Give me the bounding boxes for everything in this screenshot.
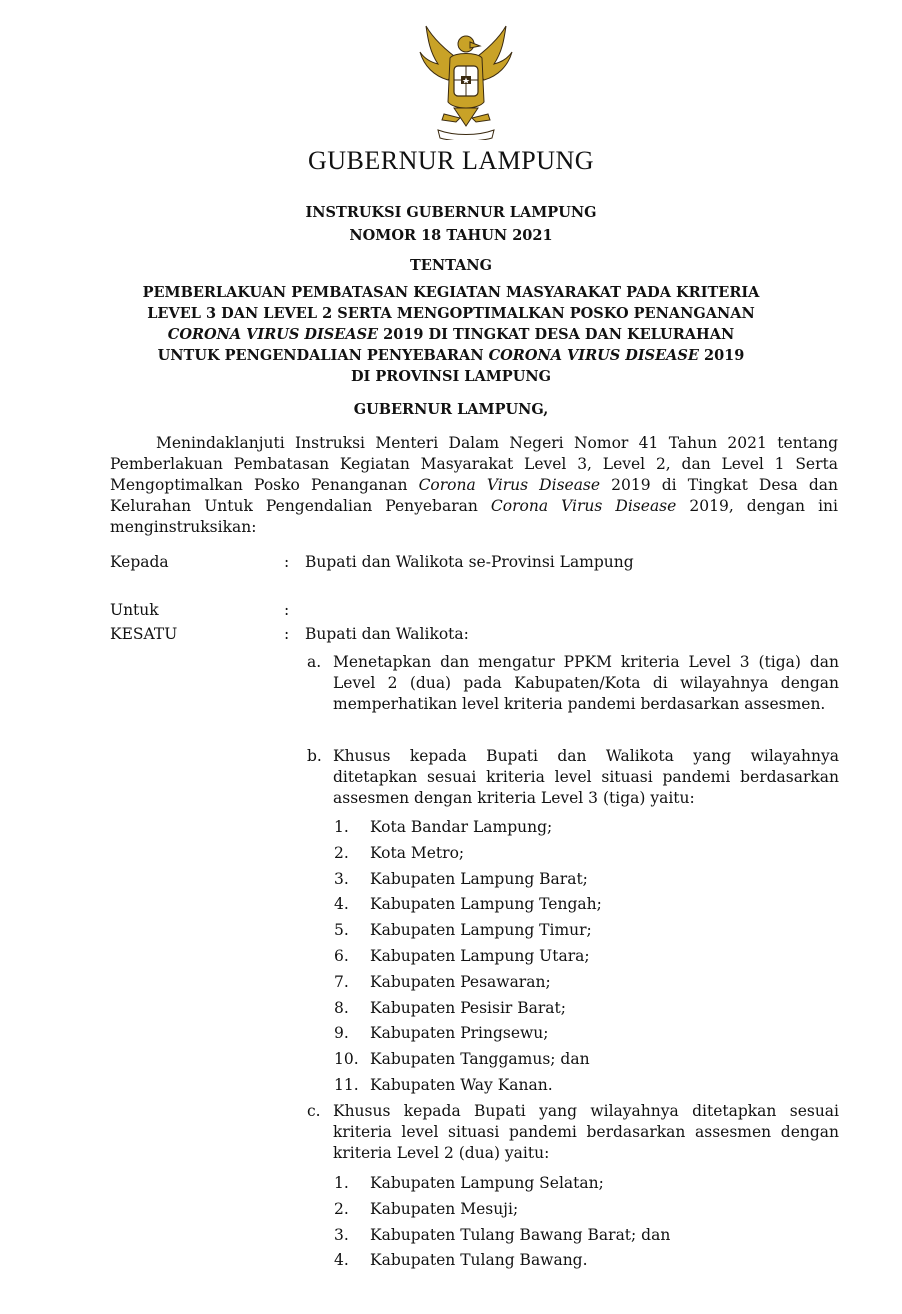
- preamble-run: Menindaklanjuti Instruksi Menteri Dalam Negeri Nomor 41 Tahun 2021 tentang Pemberlakuan Pembatasan Kegiatan Masyarakat Level 3, Level 2, dan Level 1 Serta Mengoptimalkan Posko Penanganan: [110, 434, 838, 494]
- level3-item-number: 5.: [334, 921, 349, 940]
- level3-item-text: Kabupaten Pesawaran;: [370, 972, 551, 991]
- preamble-paragraph: [110, 433, 838, 538]
- subject-italic-run: CORONA VIRUS DISEASE: [488, 347, 699, 364]
- subject-line: [0, 346, 902, 366]
- item-a: [307, 652, 839, 715]
- list-item: [334, 1023, 549, 1044]
- subject-line: [0, 304, 902, 324]
- level2-item-text: Kabupaten Lampung Selatan;: [370, 1174, 604, 1192]
- item-b: [307, 746, 839, 809]
- item-c: [307, 1101, 839, 1164]
- subject-run: 2019 DI TINGKAT DESA DAN KELURAHAN: [378, 326, 735, 343]
- level2-item-number: 4.: [334, 1251, 349, 1270]
- kepada-label: Kepada: [110, 553, 169, 571]
- level3-item-number: 11.: [334, 1076, 359, 1094]
- level3-item-text: Kabupaten Pesisir Barat;: [370, 998, 566, 1017]
- level3-item-text: Kabupaten Lampung Timur;: [370, 921, 592, 940]
- level3-item-number: 10.: [334, 1050, 359, 1069]
- list-item: [334, 1250, 588, 1271]
- level3-item-text: Kota Bandar Lampung;: [370, 818, 553, 836]
- preamble-italic-run: Corona Virus Disease: [490, 497, 677, 515]
- subject-run: DI PROVINSI LAMPUNG: [350, 368, 551, 385]
- list-item: [334, 920, 592, 941]
- item-b-marker: b.: [307, 747, 322, 765]
- list-item: [334, 1075, 553, 1096]
- subject-line: [0, 283, 902, 303]
- level3-item-number: 8.: [334, 998, 349, 1017]
- level2-item-text: Kabupaten Tulang Bawang Barat; dan: [370, 1225, 671, 1244]
- instruction-number: NOMOR 18 TAHUN 2021: [349, 227, 553, 244]
- level2-item-number: 2.: [334, 1199, 349, 1218]
- level3-item-number: 7.: [334, 972, 349, 991]
- list-item: [334, 843, 464, 864]
- level3-item-text: Kabupaten Lampung Tengah;: [370, 895, 602, 914]
- level3-item-text: Kabupaten Lampung Utara;: [370, 947, 590, 965]
- subject-line: [0, 367, 902, 387]
- list-item: [334, 817, 552, 838]
- list-item: [334, 869, 588, 890]
- document-header-title: GUBERNUR LAMPUNG: [307, 146, 595, 175]
- list-item: [334, 1049, 590, 1070]
- subject-run: LEVEL 3 DAN LEVEL 2 SERTA MENGOPTIMALKAN POSKO PENANGANAN: [147, 305, 755, 322]
- list-item: [334, 998, 566, 1019]
- level3-item-number: 9.: [334, 1024, 349, 1043]
- kesatu-value: Bupati dan Walikota:: [305, 625, 469, 643]
- level3-item-text: Kabupaten Tanggamus; dan: [370, 1050, 590, 1069]
- garuda-emblem-icon: [404, 22, 528, 140]
- list-item: [334, 1225, 670, 1246]
- level3-item-text: Kabupaten Pringsewu;: [370, 1024, 549, 1043]
- level3-item-number: 4.: [334, 895, 349, 914]
- issuer-heading: GUBERNUR LAMPUNG,: [353, 401, 549, 418]
- level2-item-number: 1.: [334, 1174, 349, 1192]
- kepada-colon: :: [284, 553, 290, 571]
- item-c-marker: c.: [307, 1102, 321, 1120]
- list-item: [334, 946, 590, 967]
- preamble-run: 2019, dengan ini menginstruksikan:: [110, 497, 838, 536]
- list-item: [334, 1199, 518, 1220]
- level2-item-text: Kabupaten Tulang Bawang.: [370, 1251, 588, 1270]
- level2-item-number: 3.: [334, 1225, 349, 1244]
- subject-run: PEMBERLAKUAN PEMBATASAN KEGIATAN MASYARAKAT PADA KRITERIA: [142, 284, 760, 301]
- level2-item-text: Kabupaten Mesuji;: [370, 1199, 519, 1218]
- item-a-marker: a.: [307, 653, 322, 671]
- tentang-heading: TENTANG: [410, 257, 492, 274]
- item-a-text: Menetapkan dan mengatur PPKM kriteria Level 3 (tiga) dan Level 2 (dua) pada Kabupaten/Kota di wilayahnya dengan memperhatikan level kriteria pandemi berdasarkan assesmen.: [333, 653, 839, 713]
- list-item: [334, 972, 551, 993]
- level3-item-number: 2.: [334, 843, 349, 862]
- level3-item-number: 3.: [334, 869, 349, 888]
- item-b-text: Khusus kepada Bupati dan Walikota yang wilayahnya ditetapkan sesuai kriteria level situasi pandemi berdasarkan assesmen dengan kriteria Level 3 (tiga) yaitu:: [333, 747, 839, 807]
- item-c-text: Khusus kepada Bupati yang wilayahnya ditetapkan sesuai kriteria level situasi pandemi berdasarkan assesmen dengan kriteria Level 2 (dua) yaitu:: [333, 1102, 839, 1162]
- preamble-italic-run: Corona Virus Disease: [418, 476, 601, 494]
- kepada-value: Bupati dan Walikota se-Provinsi Lampung: [305, 553, 634, 571]
- instruction-title: INSTRUKSI GUBERNUR LAMPUNG: [305, 204, 597, 221]
- level3-item-text: Kabupaten Lampung Barat;: [370, 869, 588, 888]
- list-item: [334, 1173, 604, 1194]
- untuk-colon: :: [284, 601, 290, 619]
- kesatu-colon: :: [284, 625, 290, 643]
- subject-line: [0, 325, 902, 345]
- untuk-label: Untuk: [110, 601, 159, 619]
- list-item: [334, 894, 602, 915]
- preamble-run: 2019 di Tingkat Desa dan Kelurahan Untuk Pengendalian Penyebaran: [110, 476, 838, 515]
- level3-item-number: 6.: [334, 947, 349, 965]
- subject-run: 2019: [698, 347, 745, 364]
- kesatu-label: KESATU: [110, 625, 178, 643]
- level3-item-text: Kota Metro;: [370, 843, 465, 862]
- level3-item-text: Kabupaten Way Kanan.: [370, 1076, 553, 1094]
- subject-italic-run: CORONA VIRUS DISEASE: [167, 326, 379, 343]
- subject-run: UNTUK PENGENDALIAN PENYEBARAN: [157, 347, 489, 364]
- level3-item-number: 1.: [334, 818, 349, 836]
